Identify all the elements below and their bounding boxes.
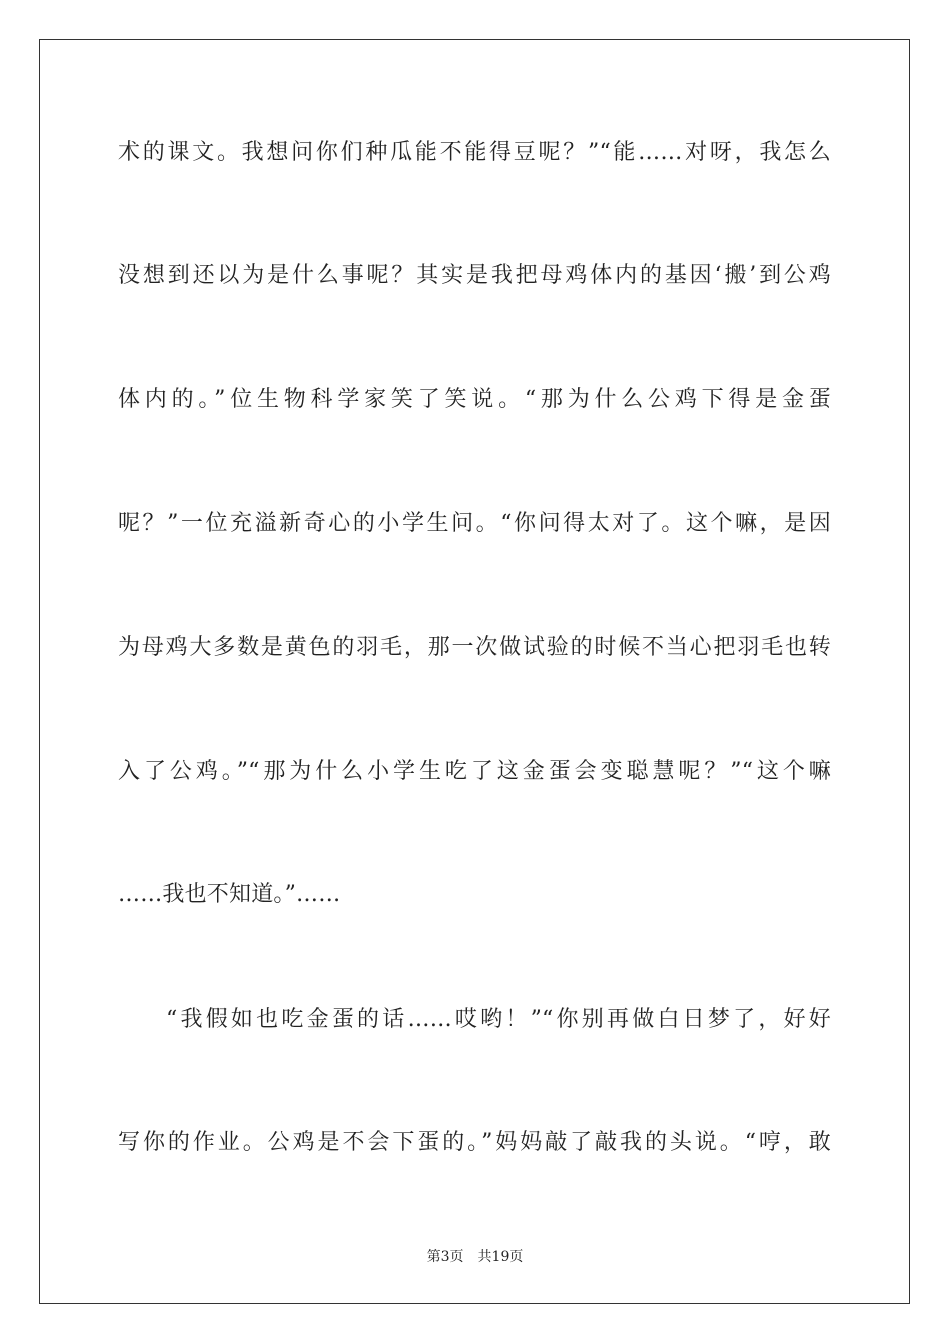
page-total: 共19页 bbox=[477, 1249, 524, 1265]
text-line-7: ……我也不知道。”…… bbox=[118, 882, 341, 907]
text-line-4: 呢？”一位充溢新奇心的小学生问。“你问得太对了。这个嘛，是因 bbox=[118, 511, 831, 536]
text-line-2: 没想到还以为是什么事呢？其实是我把母鸡体内的基因‘搬’到公鸡 bbox=[118, 263, 831, 288]
text-line-3: 体内的。”位生物科学家笑了笑说。“那为什么公鸡下得是金蛋 bbox=[118, 387, 831, 412]
text-line-1: 术的课文。我想问你们种瓜能不能得豆呢？”“能……对呀，我怎么 bbox=[118, 140, 831, 165]
text-line-9: 写你的作业。公鸡是不会下蛋的。”妈妈敲了敲我的头说。“哼，敢 bbox=[118, 1130, 831, 1155]
page-border bbox=[39, 39, 910, 1304]
page-number: 第3页 bbox=[426, 1249, 464, 1265]
text-line-6: 入了公鸡。”“那为什么小学生吃了这金蛋会变聪慧呢？”“这个嘛 bbox=[118, 759, 831, 784]
page-footer bbox=[0, 1247, 950, 1267]
paragraph-start-line: “我假如也吃金蛋的话……哎哟！”“你别再做白日梦了，好好 bbox=[166, 1007, 831, 1032]
text-line-5: 为母鸡大多数是黄色的羽毛，那一次做试验的时候不当心把羽毛也转 bbox=[118, 635, 831, 660]
